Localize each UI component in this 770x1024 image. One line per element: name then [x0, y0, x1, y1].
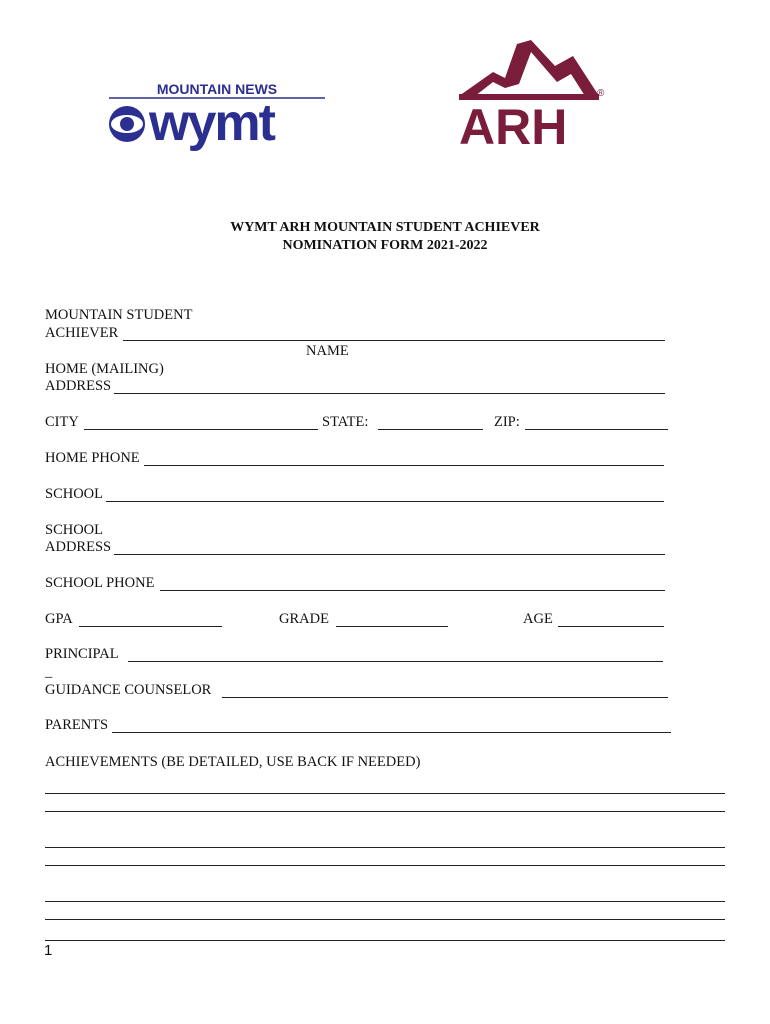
home-address-line[interactable] — [114, 393, 665, 394]
principal-label: PRINCIPAL — [45, 646, 119, 662]
zip-line[interactable] — [525, 429, 668, 430]
arh-logo — [455, 38, 615, 153]
wymt-logo-main-text: wymt — [149, 94, 274, 152]
school-line[interactable] — [106, 501, 664, 502]
gpa-line[interactable] — [79, 626, 222, 627]
state-line[interactable] — [378, 429, 483, 430]
city-label: CITY — [45, 414, 79, 430]
achiever-label-line2: ACHIEVER — [45, 325, 119, 341]
achievements-line-2[interactable] — [45, 811, 725, 812]
guidance-counselor-line[interactable] — [222, 697, 668, 698]
achievements-line-7[interactable] — [45, 940, 725, 941]
page-number: 1 — [44, 942, 53, 959]
arh-logo-text: ARH — [459, 99, 568, 153]
age-label: AGE — [523, 611, 553, 627]
parents-label: PARENTS — [45, 717, 109, 733]
grade-label: GRADE — [279, 611, 329, 627]
home-address-label-line2: ADDRESS — [45, 378, 112, 394]
registered-mark: ® — [597, 88, 605, 99]
name-caption: NAME — [306, 343, 349, 359]
achievements-line-5[interactable] — [45, 901, 725, 902]
school-address-label-line1: SCHOOL — [45, 522, 104, 538]
principal-overflow-mark: _ — [45, 664, 53, 680]
achievements-label: ACHIEVEMENTS (BE DETAILED, USE BACK IF NEEDED) — [45, 754, 421, 770]
state-label: STATE: — [322, 414, 369, 430]
home-address-label-line1: HOME (MAILING) — [45, 361, 164, 377]
school-label: SCHOOL — [45, 486, 104, 502]
mountain-icon — [459, 40, 599, 96]
school-address-label-line2: ADDRESS — [45, 539, 112, 555]
achiever-name-line[interactable] — [123, 340, 665, 341]
age-line[interactable] — [558, 626, 664, 627]
school-address-line[interactable] — [114, 554, 665, 555]
achievements-line-1[interactable] — [45, 793, 725, 794]
wymt-logo-top-text: MOUNTAIN NEWS — [156, 81, 278, 97]
principal-line[interactable] — [128, 661, 663, 662]
guidance-counselor-label: GUIDANCE COUNSELOR — [45, 682, 212, 698]
city-line[interactable] — [84, 429, 318, 430]
zip-label: ZIP: — [494, 414, 520, 430]
home-phone-line[interactable] — [144, 465, 664, 466]
school-phone-label: SCHOOL PHONE — [45, 575, 155, 591]
form-title-line2: NOMINATION FORM 2021-2022 — [282, 238, 488, 253]
achiever-label-line1: MOUNTAIN STUDENT — [45, 307, 193, 323]
wymt-logo — [105, 78, 330, 163]
gpa-label: GPA — [45, 611, 73, 627]
form-title-line1: WYMT ARH MOUNTAIN STUDENT ACHIEVER — [230, 220, 540, 235]
achievements-line-6[interactable] — [45, 919, 725, 920]
grade-line[interactable] — [336, 626, 448, 627]
achievements-line-3[interactable] — [45, 847, 725, 848]
cbs-eye-icon — [109, 106, 145, 142]
parents-line[interactable] — [112, 732, 671, 733]
school-phone-line[interactable] — [160, 590, 665, 591]
achievements-line-4[interactable] — [45, 865, 725, 866]
home-phone-label: HOME PHONE — [45, 450, 140, 466]
